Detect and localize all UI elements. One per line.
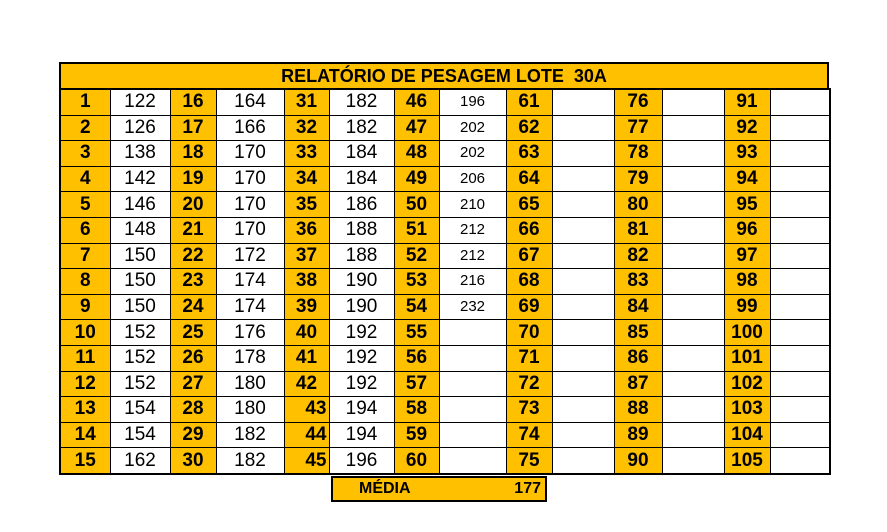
weight-value	[770, 320, 830, 346]
animal-number: 12	[60, 371, 110, 397]
weight-value	[439, 448, 506, 474]
animal-number: 36	[284, 217, 329, 243]
weight-value	[552, 115, 614, 141]
animal-number: 1	[60, 89, 110, 115]
report-title-bar	[59, 62, 829, 89]
weight-value: 150	[110, 243, 170, 269]
animal-number: 59	[394, 422, 439, 448]
animal-number: 18	[170, 141, 216, 167]
table-row	[60, 422, 830, 448]
animal-number: 93	[724, 141, 770, 167]
table-row	[60, 294, 830, 320]
animal-number: 14	[60, 422, 110, 448]
weight-value: 178	[216, 345, 284, 371]
animal-number: 4	[60, 166, 110, 192]
weight-value: 152	[110, 371, 170, 397]
weight-value: 176	[216, 320, 284, 346]
animal-number: 77	[614, 115, 662, 141]
weight-value: 142	[110, 166, 170, 192]
weight-value: 164	[216, 89, 284, 115]
animal-number: 37	[284, 243, 329, 269]
average-value: 177	[514, 480, 541, 497]
animal-number: 61	[506, 89, 552, 115]
weight-value: 122	[110, 89, 170, 115]
weight-value: 126	[110, 115, 170, 141]
animal-number: 35	[284, 192, 329, 218]
weight-value	[552, 448, 614, 474]
weight-value: 146	[110, 192, 170, 218]
table-row	[60, 345, 830, 371]
animal-number: 17	[170, 115, 216, 141]
weight-value: 202	[439, 115, 506, 141]
table-row	[60, 371, 830, 397]
animal-number: 40	[284, 320, 329, 346]
animal-number: 50	[394, 192, 439, 218]
animal-number: 5	[60, 192, 110, 218]
animal-number: 69	[506, 294, 552, 320]
weight-value: 196	[439, 89, 506, 115]
weight-value	[662, 345, 724, 371]
weight-value	[770, 243, 830, 269]
weight-value	[770, 141, 830, 167]
weight-value: 150	[110, 269, 170, 295]
animal-number: 49	[394, 166, 439, 192]
animal-number: 92	[724, 115, 770, 141]
animal-number: 57	[394, 371, 439, 397]
animal-number: 38	[284, 269, 329, 295]
animal-number: 20	[170, 192, 216, 218]
animal-number: 103	[724, 397, 770, 423]
animal-number: 85	[614, 320, 662, 346]
animal-number: 98	[724, 269, 770, 295]
animal-number: 68	[506, 269, 552, 295]
animal-number: 10	[60, 320, 110, 346]
animal-number: 30	[170, 448, 216, 474]
weight-value	[552, 320, 614, 346]
weight-value	[662, 294, 724, 320]
weight-value: 190	[329, 269, 394, 295]
animal-number: 65	[506, 192, 552, 218]
animal-number: 58	[394, 397, 439, 423]
table-row	[60, 166, 830, 192]
animal-number: 87	[614, 371, 662, 397]
weight-value: 192	[329, 345, 394, 371]
animal-number: 63	[506, 141, 552, 167]
weight-value	[439, 422, 506, 448]
animal-number: 2	[60, 115, 110, 141]
weight-value	[552, 397, 614, 423]
animal-number: 70	[506, 320, 552, 346]
animal-number: 13	[60, 397, 110, 423]
weight-value: 162	[110, 448, 170, 474]
animal-number: 7	[60, 243, 110, 269]
animal-number: 101	[724, 345, 770, 371]
weight-value	[770, 192, 830, 218]
animal-number: 80	[614, 192, 662, 218]
weight-value	[552, 294, 614, 320]
animal-number: 73	[506, 397, 552, 423]
animal-number: 23	[170, 269, 216, 295]
weight-value: 166	[216, 115, 284, 141]
animal-number: 72	[506, 371, 552, 397]
weight-value	[770, 345, 830, 371]
animal-number: 105	[724, 448, 770, 474]
weighing-table	[59, 88, 831, 475]
weight-value	[439, 320, 506, 346]
animal-number: 21	[170, 217, 216, 243]
animal-number: 53	[394, 269, 439, 295]
animal-number: 54	[394, 294, 439, 320]
weight-value	[552, 345, 614, 371]
weight-value: 180	[216, 397, 284, 423]
weight-value	[770, 89, 830, 115]
weight-value: 206	[439, 166, 506, 192]
animal-number: 88	[614, 397, 662, 423]
weight-value	[770, 166, 830, 192]
weight-value: 202	[439, 141, 506, 167]
weight-value: 182	[216, 448, 284, 474]
weight-value: 182	[329, 115, 394, 141]
weight-value: 150	[110, 294, 170, 320]
table-row	[60, 243, 830, 269]
weighing-table-body	[60, 89, 830, 474]
report-title: RELATÓRIO DE PESAGEM LOTE 30A	[281, 65, 607, 86]
animal-number: 56	[394, 345, 439, 371]
weight-value	[552, 269, 614, 295]
animal-number: 34	[284, 166, 329, 192]
animal-number: 62	[506, 115, 552, 141]
weight-value	[770, 294, 830, 320]
animal-number: 28	[170, 397, 216, 423]
average-label: MÉDIA	[359, 480, 411, 497]
weight-value: 212	[439, 217, 506, 243]
table-row	[60, 217, 830, 243]
weight-value	[770, 115, 830, 141]
animal-number: 45	[284, 448, 329, 474]
animal-number: 11	[60, 345, 110, 371]
animal-number: 27	[170, 371, 216, 397]
animal-number: 3	[60, 141, 110, 167]
weight-value: 232	[439, 294, 506, 320]
weight-value: 170	[216, 192, 284, 218]
table-row	[60, 141, 830, 167]
table-row	[60, 448, 830, 474]
weight-value	[662, 422, 724, 448]
weight-value: 154	[110, 397, 170, 423]
animal-number: 15	[60, 448, 110, 474]
weight-value	[552, 166, 614, 192]
weight-value	[662, 115, 724, 141]
weight-value: 182	[216, 422, 284, 448]
weight-value	[662, 320, 724, 346]
weight-value	[770, 448, 830, 474]
weight-value: 188	[329, 243, 394, 269]
animal-number: 100	[724, 320, 770, 346]
weight-value	[552, 422, 614, 448]
animal-number: 60	[394, 448, 439, 474]
weight-value: 170	[216, 217, 284, 243]
weight-value: 210	[439, 192, 506, 218]
animal-number: 29	[170, 422, 216, 448]
animal-number: 71	[506, 345, 552, 371]
weight-value: 138	[110, 141, 170, 167]
animal-number: 32	[284, 115, 329, 141]
weight-value: 152	[110, 320, 170, 346]
weight-value: 154	[110, 422, 170, 448]
animal-number: 74	[506, 422, 552, 448]
weight-value: 212	[439, 243, 506, 269]
weight-value	[662, 89, 724, 115]
weight-value: 192	[329, 371, 394, 397]
weight-value: 186	[329, 192, 394, 218]
animal-number: 75	[506, 448, 552, 474]
weight-value	[662, 243, 724, 269]
weight-value: 192	[329, 320, 394, 346]
animal-number: 82	[614, 243, 662, 269]
weight-value: 174	[216, 294, 284, 320]
animal-number: 83	[614, 269, 662, 295]
weight-value	[770, 397, 830, 423]
table-row	[60, 115, 830, 141]
weight-value: 190	[329, 294, 394, 320]
animal-number: 67	[506, 243, 552, 269]
animal-number: 90	[614, 448, 662, 474]
weight-value	[770, 217, 830, 243]
animal-number: 6	[60, 217, 110, 243]
animal-number: 66	[506, 217, 552, 243]
animal-number: 19	[170, 166, 216, 192]
table-row	[60, 269, 830, 295]
animal-number: 24	[170, 294, 216, 320]
animal-number: 94	[724, 166, 770, 192]
weight-value	[770, 422, 830, 448]
animal-number: 25	[170, 320, 216, 346]
weight-value	[552, 192, 614, 218]
weight-value	[662, 192, 724, 218]
animal-number: 41	[284, 345, 329, 371]
animal-number: 33	[284, 141, 329, 167]
animal-number: 102	[724, 371, 770, 397]
weight-value	[662, 371, 724, 397]
animal-number: 26	[170, 345, 216, 371]
weight-value	[552, 217, 614, 243]
weight-value	[552, 371, 614, 397]
weight-value: 216	[439, 269, 506, 295]
weight-value	[662, 397, 724, 423]
weight-value	[552, 141, 614, 167]
weight-value: 170	[216, 141, 284, 167]
animal-number: 86	[614, 345, 662, 371]
animal-number: 39	[284, 294, 329, 320]
animal-number: 104	[724, 422, 770, 448]
animal-number: 89	[614, 422, 662, 448]
animal-number: 79	[614, 166, 662, 192]
weight-value	[439, 397, 506, 423]
animal-number: 78	[614, 141, 662, 167]
table-row	[60, 320, 830, 346]
weight-value: 182	[329, 89, 394, 115]
weight-value	[662, 217, 724, 243]
animal-number: 97	[724, 243, 770, 269]
table-row	[60, 89, 830, 115]
weight-value: 174	[216, 269, 284, 295]
weight-value	[770, 269, 830, 295]
animal-number: 8	[60, 269, 110, 295]
animal-number: 31	[284, 89, 329, 115]
weight-value	[552, 243, 614, 269]
animal-number: 84	[614, 294, 662, 320]
animal-number: 95	[724, 192, 770, 218]
weight-value: 194	[329, 397, 394, 423]
weight-value	[662, 141, 724, 167]
table-row	[60, 397, 830, 423]
animal-number: 22	[170, 243, 216, 269]
animal-number: 81	[614, 217, 662, 243]
animal-number: 47	[394, 115, 439, 141]
weight-value	[439, 345, 506, 371]
animal-number: 42	[284, 371, 329, 397]
weight-value	[770, 371, 830, 397]
weight-value	[439, 371, 506, 397]
animal-number: 64	[506, 166, 552, 192]
animal-number: 16	[170, 89, 216, 115]
table-row	[60, 192, 830, 218]
weight-value: 194	[329, 422, 394, 448]
weight-value: 172	[216, 243, 284, 269]
animal-number: 91	[724, 89, 770, 115]
animal-number: 46	[394, 89, 439, 115]
weight-value: 180	[216, 371, 284, 397]
weight-value: 184	[329, 166, 394, 192]
weight-value	[552, 89, 614, 115]
weight-value: 170	[216, 166, 284, 192]
weight-value: 188	[329, 217, 394, 243]
animal-number: 76	[614, 89, 662, 115]
animal-number: 99	[724, 294, 770, 320]
weight-value: 184	[329, 141, 394, 167]
weight-value: 148	[110, 217, 170, 243]
weight-value	[662, 269, 724, 295]
animal-number: 51	[394, 217, 439, 243]
animal-number: 52	[394, 243, 439, 269]
weight-value	[662, 166, 724, 192]
animal-number: 96	[724, 217, 770, 243]
animal-number: 9	[60, 294, 110, 320]
weight-value: 196	[329, 448, 394, 474]
animal-number: 55	[394, 320, 439, 346]
animal-number: 43	[284, 397, 329, 423]
weight-value	[662, 448, 724, 474]
animal-number: 44	[284, 422, 329, 448]
average-box	[331, 476, 547, 502]
animal-number: 48	[394, 141, 439, 167]
weight-value: 152	[110, 345, 170, 371]
